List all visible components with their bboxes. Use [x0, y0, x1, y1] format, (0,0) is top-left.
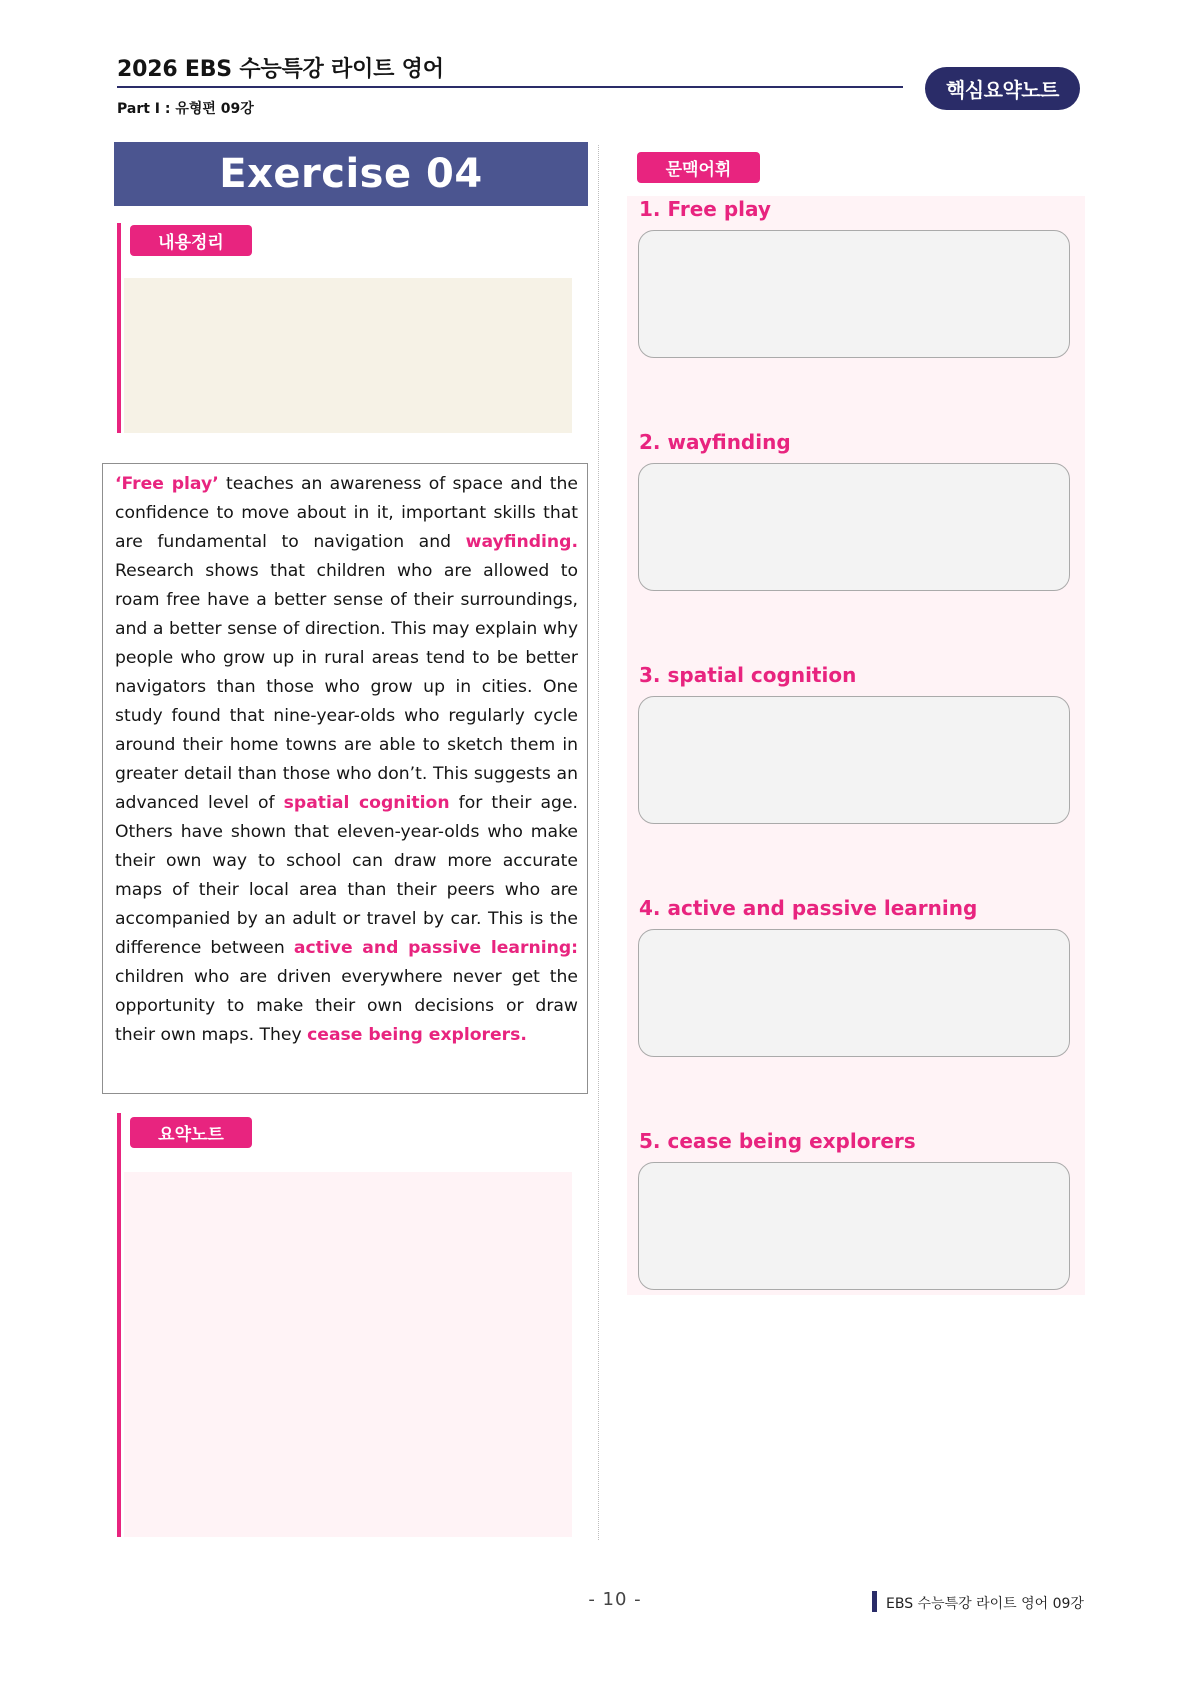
- passage-segment: children who are driven everywhere never get the opportunity to make their own decisions or draw their own maps. They: [115, 967, 578, 1045]
- passage-segment: Research shows that children who are allowed to roam free have a better sense of their surroundings, and a better sense of direction. This may explain why people who grow up in rural areas tend to be better navigators than those who grow up in cities. One study found that nine-year-olds who regularly cycle around their home towns are able to sketch them in greater detail than those who don’t. This suggests an advanced level of: [115, 561, 578, 813]
- footer-text: EBS 수능특강 라이트 영어 09강: [886, 1596, 1084, 1612]
- content-section-accent-bar: [117, 223, 121, 433]
- document-title: 2026 EBS 수능특강 라이트 영어: [117, 57, 444, 82]
- highlighted-term: ‘Free play’: [115, 474, 219, 494]
- document-subtitle: Part Ⅰ : 유형편 09강: [117, 101, 254, 117]
- summary-note-box: [124, 1172, 572, 1537]
- highlighted-term: spatial cognition: [283, 793, 450, 813]
- vocab-answer-box-4[interactable]: [638, 929, 1070, 1057]
- passage-text: [115, 470, 578, 1050]
- highlighted-term: active and passive learning:: [293, 938, 579, 958]
- column-divider: [598, 145, 599, 1540]
- content-summary-tag: 내용정리: [130, 225, 252, 256]
- exercise-title: Exercise 04: [114, 142, 588, 206]
- content-summary-box: [124, 278, 572, 433]
- vocab-heading-4: 4. active and passive learning: [639, 896, 978, 920]
- summary-note-tag: 요약노트: [130, 1117, 252, 1148]
- vocab-answer-box-1[interactable]: [638, 230, 1070, 358]
- header-rule: [117, 86, 903, 88]
- page-number: - 10 -: [588, 1589, 642, 1610]
- passage-segment: teaches an awareness of space and the confidence to move about in it, important skills that are fundamental to navigation and: [115, 474, 578, 552]
- vocab-heading-1: 1. Free play: [639, 197, 771, 221]
- section-badge: 핵심요약노트: [925, 67, 1080, 110]
- highlighted-term: wayfinding.: [465, 532, 578, 552]
- vocab-answer-box-5[interactable]: [638, 1162, 1070, 1290]
- summary-section-accent-bar: [117, 1113, 121, 1537]
- vocab-heading-3: 3. spatial cognition: [639, 663, 857, 687]
- vocab-heading-5: 5. cease being explorers: [639, 1129, 916, 1153]
- footer-accent-bar: [872, 1591, 877, 1612]
- vocab-answer-box-3[interactable]: [638, 696, 1070, 824]
- vocab-heading-2: 2. wayfinding: [639, 430, 791, 454]
- passage-segment: for their age. Others have shown that eleven-year-olds who make their own way to school can draw more accurate maps of their local area than their peers who are accompanied by an adult or travel by car. This is the difference between: [115, 793, 578, 958]
- highlighted-term: cease being explorers.: [307, 1025, 527, 1045]
- vocab-answer-box-2[interactable]: [638, 463, 1070, 591]
- context-vocab-tag: 문맥어휘: [637, 152, 760, 183]
